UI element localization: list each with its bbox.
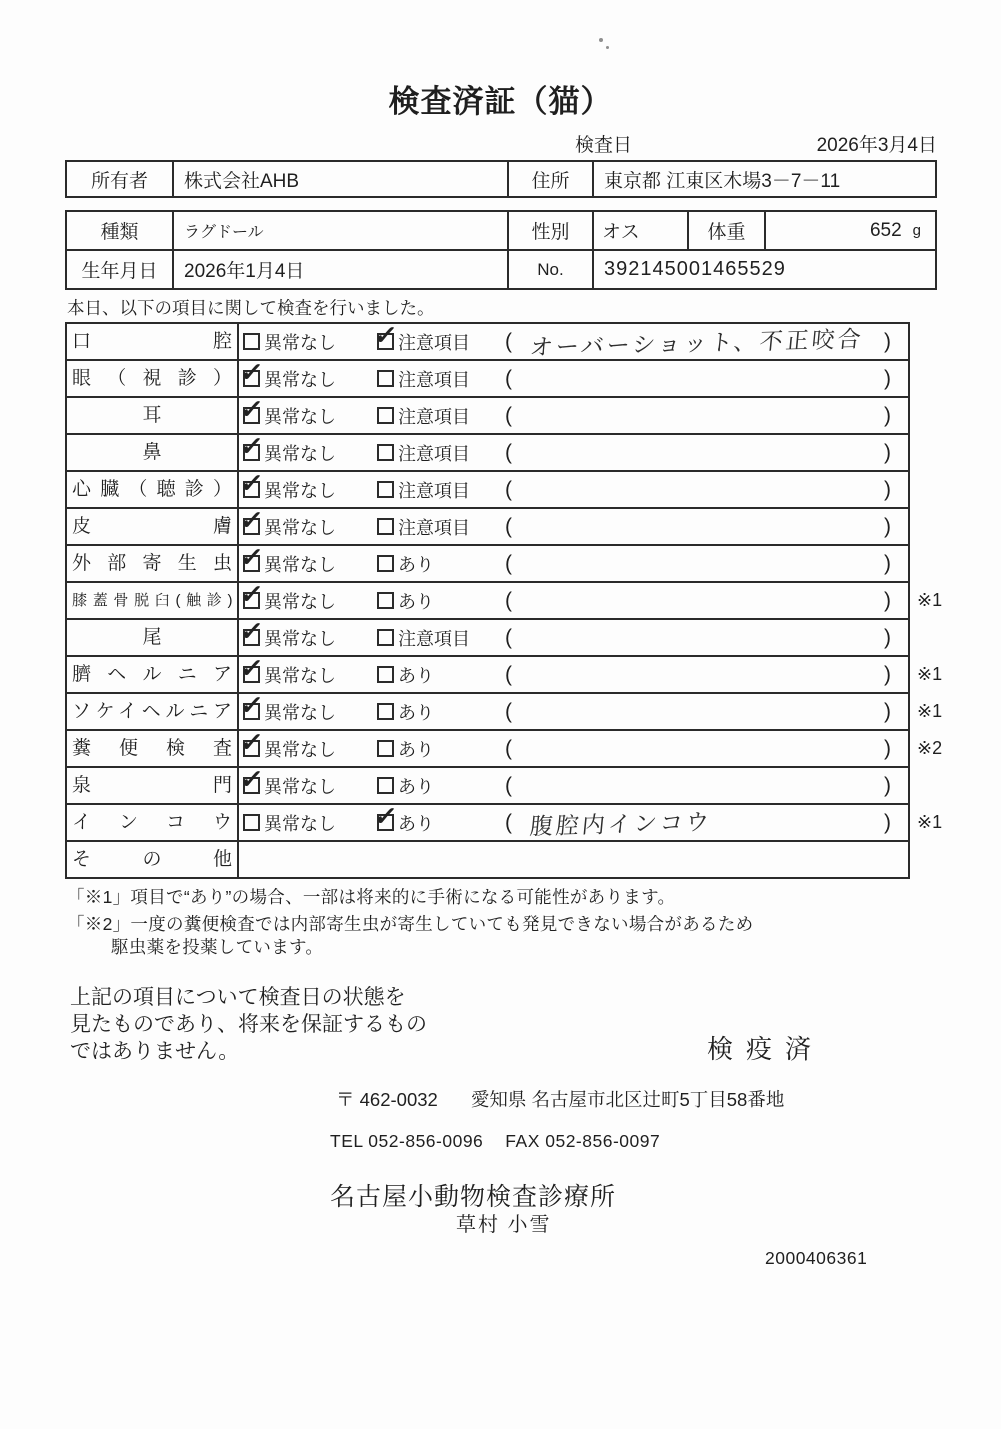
option-flagged-label: 注意項目 (398, 628, 470, 649)
paren-close: ) (884, 662, 891, 686)
checklist-row-tail (67, 618, 908, 655)
exam-item-result (239, 842, 908, 877)
finding-field (505, 589, 908, 613)
handwritten-finding: オーバーショット、不正咬合 (528, 325, 865, 361)
option-flagged-label: あり (398, 702, 434, 723)
paren-close: ) (884, 699, 891, 723)
finding-field (505, 663, 908, 687)
checkmark-icon: ✓ (238, 653, 265, 683)
option-normal (238, 616, 377, 651)
checkbox-normal (238, 505, 265, 535)
exam-item-result (238, 616, 908, 655)
option-flagged (372, 320, 505, 355)
option-normal-label: 異常なし (264, 665, 336, 686)
checklist-row-patella (67, 579, 943, 618)
birthdate-label: 生年月日 (81, 261, 158, 282)
option-flagged-label: 注意項目 (398, 517, 470, 538)
option-flagged (377, 699, 505, 725)
checkbox-flagged (377, 666, 394, 683)
exam-item-label: 膝蓋骨脱臼(触診) (67, 583, 239, 618)
checkbox-normal (238, 542, 265, 572)
checklist-row-mouth (67, 320, 908, 361)
page-title: 検査済証（猫） (388, 84, 613, 119)
finding-field (505, 515, 908, 539)
option-flagged-label: あり (398, 591, 434, 612)
option-normal (238, 727, 377, 762)
weight-value: 652 (869, 219, 902, 241)
checklist-table (65, 320, 943, 879)
exam-item-label: 糞便検査 (67, 731, 239, 766)
option-normal (238, 653, 377, 688)
option-flagged (377, 662, 505, 688)
clinic-name: 名古屋小動物検査診療所 (330, 1183, 617, 1211)
address-value: 東京都 江東区木場3－7－11 (592, 162, 935, 196)
option-flagged (377, 514, 505, 540)
pet-row-2 (67, 249, 935, 288)
option-normal (238, 505, 377, 540)
paren-close: ) (884, 366, 891, 390)
option-normal-label: 異常なし (264, 776, 336, 797)
exam-item-result (239, 801, 908, 840)
reference-mark: ※1 (917, 701, 943, 721)
exam-item-label: 口腔 (67, 324, 239, 359)
checklist-row-fontanelle (67, 766, 908, 803)
option-normal-label: 異常なし (264, 739, 336, 760)
paren-close: ) (884, 477, 891, 501)
paren-open: ( (505, 477, 512, 501)
checkbox-flagged (372, 801, 399, 831)
exam-item-result (238, 653, 908, 692)
checkmark-icon: ✓ (238, 468, 265, 498)
exam-item-label: その他 (67, 842, 239, 877)
checkbox-flagged (377, 629, 394, 646)
checkbox-flagged (377, 777, 394, 794)
exam-item-label: ソケイヘルニア (67, 694, 239, 729)
exam-item-result (238, 357, 908, 396)
exam-item-result (238, 505, 908, 544)
finding-field (505, 404, 908, 428)
checkbox-normal (238, 653, 265, 683)
checkbox-normal (238, 690, 265, 720)
clinic-contact (330, 1131, 660, 1152)
checklist-row-eyes (67, 359, 908, 396)
paren-close: ) (884, 588, 891, 612)
address-label: 住所 (507, 162, 592, 196)
option-normal (243, 329, 377, 355)
pet-table (65, 210, 937, 290)
footnote-1: 「※1」項目で“あり”の場合、一部は将来的に手術になる可能性があります。 (67, 887, 676, 907)
reference-mark: ※2 (917, 738, 943, 758)
option-normal-label: 異常なし (264, 702, 336, 723)
option-normal-label: 異常なし (264, 517, 336, 538)
option-flagged-label: あり (398, 665, 434, 686)
exam-item-label: 皮膚 (67, 509, 239, 544)
sex-value: オス (592, 212, 687, 249)
option-normal (238, 690, 377, 725)
paren-open: ( (505, 699, 512, 723)
option-normal-label: 異常なし (264, 628, 336, 649)
checkbox-normal (238, 468, 265, 498)
option-flagged (377, 366, 505, 392)
paren-close: ) (884, 514, 891, 538)
checkbox-normal (238, 727, 265, 757)
exam-date-row (575, 130, 937, 157)
disclaimer-line-2: 見たものであり、将来を保証するもの (70, 1013, 427, 1036)
reference-mark: ※1 (917, 590, 943, 610)
checkbox-normal (243, 333, 260, 350)
paren-close: ) (884, 625, 891, 649)
checklist-row-fecal-exam (67, 727, 943, 766)
option-normal (238, 394, 377, 429)
paren-open: ( (505, 588, 512, 612)
exam-item-label: 鼻 (67, 435, 239, 470)
paren-open: ( (505, 773, 512, 797)
exam-item-label: 心臓（聴診） (67, 472, 239, 507)
checkmark-icon: ✓ (238, 505, 265, 535)
exam-item-label: 尾 (67, 620, 239, 655)
checkbox-flagged (377, 370, 394, 387)
option-normal (243, 810, 377, 836)
option-flagged-label: 注意項目 (398, 480, 470, 501)
option-flagged-label: 注意項目 (398, 406, 470, 427)
option-normal-label: 異常なし (264, 813, 336, 834)
exam-date-value: 2026年3月4日 (816, 135, 937, 156)
option-normal (238, 764, 377, 799)
finding-field (505, 806, 908, 839)
paren-open: ( (505, 810, 512, 834)
intro-sentence: 本日、以下の項目に関して検査を行いました。 (67, 298, 435, 318)
checkbox-normal (238, 616, 265, 646)
checkmark-icon: ✓ (372, 320, 399, 350)
paren-close: ) (884, 551, 891, 575)
paren-open: ( (505, 403, 512, 427)
option-flagged (377, 736, 505, 762)
option-normal (238, 579, 377, 614)
checkmark-icon: ✓ (238, 616, 265, 646)
exam-item-label: インコウ (67, 805, 239, 840)
checkbox-flagged (377, 444, 394, 461)
paren-close: ) (884, 810, 891, 834)
option-normal-label: 異常なし (264, 332, 336, 353)
exam-item-result (238, 542, 908, 581)
checkmark-icon: ✓ (238, 357, 265, 387)
handwritten-finding: 腹腔内インコウ (528, 808, 714, 840)
exam-item-label: 外部寄生虫 (67, 546, 239, 581)
option-normal (238, 542, 377, 577)
owner-value: 株式会社AHB (172, 162, 507, 196)
exam-item-result (238, 579, 908, 618)
disclaimer-line-3: ではありません。 (70, 1040, 240, 1063)
paren-open: ( (505, 440, 512, 464)
pet-row-1 (67, 212, 935, 249)
checklist-row-cryptorchidism (67, 801, 943, 840)
weight-label: 体重 (687, 212, 764, 249)
option-flagged-label: 注意項目 (398, 369, 470, 390)
checkbox-flagged (377, 555, 394, 572)
paren-open: ( (505, 329, 512, 353)
exam-item-result (238, 468, 908, 507)
finding-field (505, 774, 908, 798)
option-normal-label: 異常なし (264, 480, 336, 501)
owner-table (65, 160, 937, 198)
breed-value: ラグドール (172, 212, 507, 249)
checklist-row-inguinal-hernia (67, 690, 943, 729)
birthdate-value: 2026年1月4日 (172, 251, 507, 288)
sex-label: 性別 (507, 212, 592, 249)
checkbox-flagged (377, 740, 394, 757)
finding-field (505, 478, 908, 502)
checklist-row-ears (67, 396, 908, 433)
paren-open: ( (505, 551, 512, 575)
checklist-row-nose (67, 433, 908, 470)
paren-open: ( (505, 736, 512, 760)
number-label: No. (507, 251, 592, 288)
option-normal-label: 異常なし (264, 554, 336, 575)
checkbox-flagged (377, 703, 394, 720)
paren-close: ) (884, 403, 891, 427)
footnote-2-continued: 駆虫薬を投薬しています。 (111, 937, 324, 957)
option-normal-label: 異常なし (264, 443, 336, 464)
option-flagged-label: 注意項目 (398, 443, 470, 464)
number-value: 392145001465529 (592, 251, 935, 288)
finding-field (505, 367, 908, 391)
exam-item-result (238, 764, 908, 803)
checklist-row-skin (67, 507, 908, 544)
finding-field (505, 700, 908, 724)
checkbox-flagged (377, 592, 394, 609)
paren-close: ) (884, 736, 891, 760)
checklist-row-heart (67, 470, 908, 507)
weight-value-cell (764, 212, 935, 249)
checkbox-normal (238, 764, 265, 794)
checkbox-flagged (377, 481, 394, 498)
checkmark-icon: ✓ (238, 394, 265, 424)
checkmark-icon: ✓ (238, 727, 265, 757)
checkbox-normal (238, 394, 265, 424)
document-number: 2000406361 (765, 1248, 868, 1268)
paren-close: ) (884, 329, 891, 353)
finding-field (505, 737, 908, 761)
paren-open: ( (505, 662, 512, 686)
postal-code: 〒 462-0032 (336, 1089, 438, 1110)
option-normal (238, 431, 377, 466)
option-normal (238, 468, 377, 503)
paren-close: ) (884, 773, 891, 797)
paren-close: ) (884, 440, 891, 464)
checkbox-flagged (377, 518, 394, 535)
option-flagged (377, 551, 505, 577)
option-flagged (377, 588, 505, 614)
option-flagged-label: あり (398, 776, 434, 797)
finding-field (505, 441, 908, 465)
tel-number: TEL 052-856-0096 (330, 1131, 484, 1151)
option-flagged-label: あり (398, 813, 434, 834)
option-flagged (377, 625, 505, 651)
checkmark-icon: ✓ (238, 764, 265, 794)
checklist-row-other (67, 840, 908, 877)
checkmark-icon: ✓ (238, 579, 265, 609)
breed-label: 種類 (100, 222, 139, 243)
option-flagged-label: あり (398, 554, 434, 575)
exam-item-label: 泉門 (67, 768, 239, 803)
checkbox-normal (238, 579, 265, 609)
checklist-row-umbilical-hernia (67, 653, 943, 692)
scan-speck (606, 46, 609, 49)
fax-number: FAX 052-856-0097 (505, 1131, 661, 1151)
exam-item-result (238, 690, 908, 729)
checkbox-normal (238, 357, 265, 387)
quarantine-stamp: 検疫済 (707, 1034, 825, 1064)
disclaimer-paragraph (70, 984, 427, 1065)
option-flagged (377, 773, 505, 799)
reference-mark: ※1 (917, 812, 943, 832)
exam-item-label: 眼（視診） (67, 361, 239, 396)
paren-open: ( (505, 366, 512, 390)
paren-open: ( (505, 514, 512, 538)
checkbox-normal (243, 814, 260, 831)
option-flagged (377, 403, 505, 429)
exam-date-label: 検査日 (575, 135, 633, 156)
option-normal-label: 異常なし (264, 591, 336, 612)
checkmark-icon: ✓ (372, 801, 399, 831)
street-address: 愛知県 名古屋市北区辻町5丁目58番地 (470, 1089, 785, 1110)
paren-open: ( (505, 625, 512, 649)
owner-label: 所有者 (90, 170, 148, 192)
checklist-row-external-parasites (67, 544, 908, 581)
option-flagged-label: 注意項目 (398, 332, 470, 353)
reference-mark: ※1 (917, 664, 943, 684)
exam-item-result (239, 320, 908, 361)
option-normal-label: 異常なし (264, 369, 336, 390)
disclaimer-line-1: 上記の項目について検査日の状態を (70, 986, 406, 1009)
checkmark-icon: ✓ (238, 690, 265, 720)
exam-item-result (238, 727, 908, 766)
exam-item-label: 耳 (67, 398, 239, 433)
finding-field (505, 626, 908, 650)
exam-item-label: 臍ヘルニア (67, 657, 239, 692)
checkmark-icon: ✓ (238, 542, 265, 572)
option-flagged (377, 477, 505, 503)
option-flagged-label: あり (398, 739, 434, 760)
option-flagged (372, 801, 505, 836)
checkbox-flagged (372, 320, 399, 350)
exam-item-result (238, 394, 908, 433)
option-flagged (377, 440, 505, 466)
checkbox-normal (238, 431, 265, 461)
finding-field (505, 325, 908, 361)
checkmark-icon: ✓ (238, 431, 265, 461)
option-normal (238, 357, 377, 392)
option-normal-label: 異常なし (264, 406, 336, 427)
clinic-address (336, 1086, 784, 1112)
finding-field (505, 552, 908, 576)
scan-speck (599, 38, 603, 42)
weight-unit: g (912, 222, 921, 239)
examiner-name: 草村 小雪 (456, 1214, 552, 1236)
footnote-2: 「※2」一度の糞便検査では内部寄生虫が寄生していても発見できない場合があるため (67, 914, 754, 934)
checkbox-flagged (377, 407, 394, 424)
exam-item-result (238, 431, 908, 470)
